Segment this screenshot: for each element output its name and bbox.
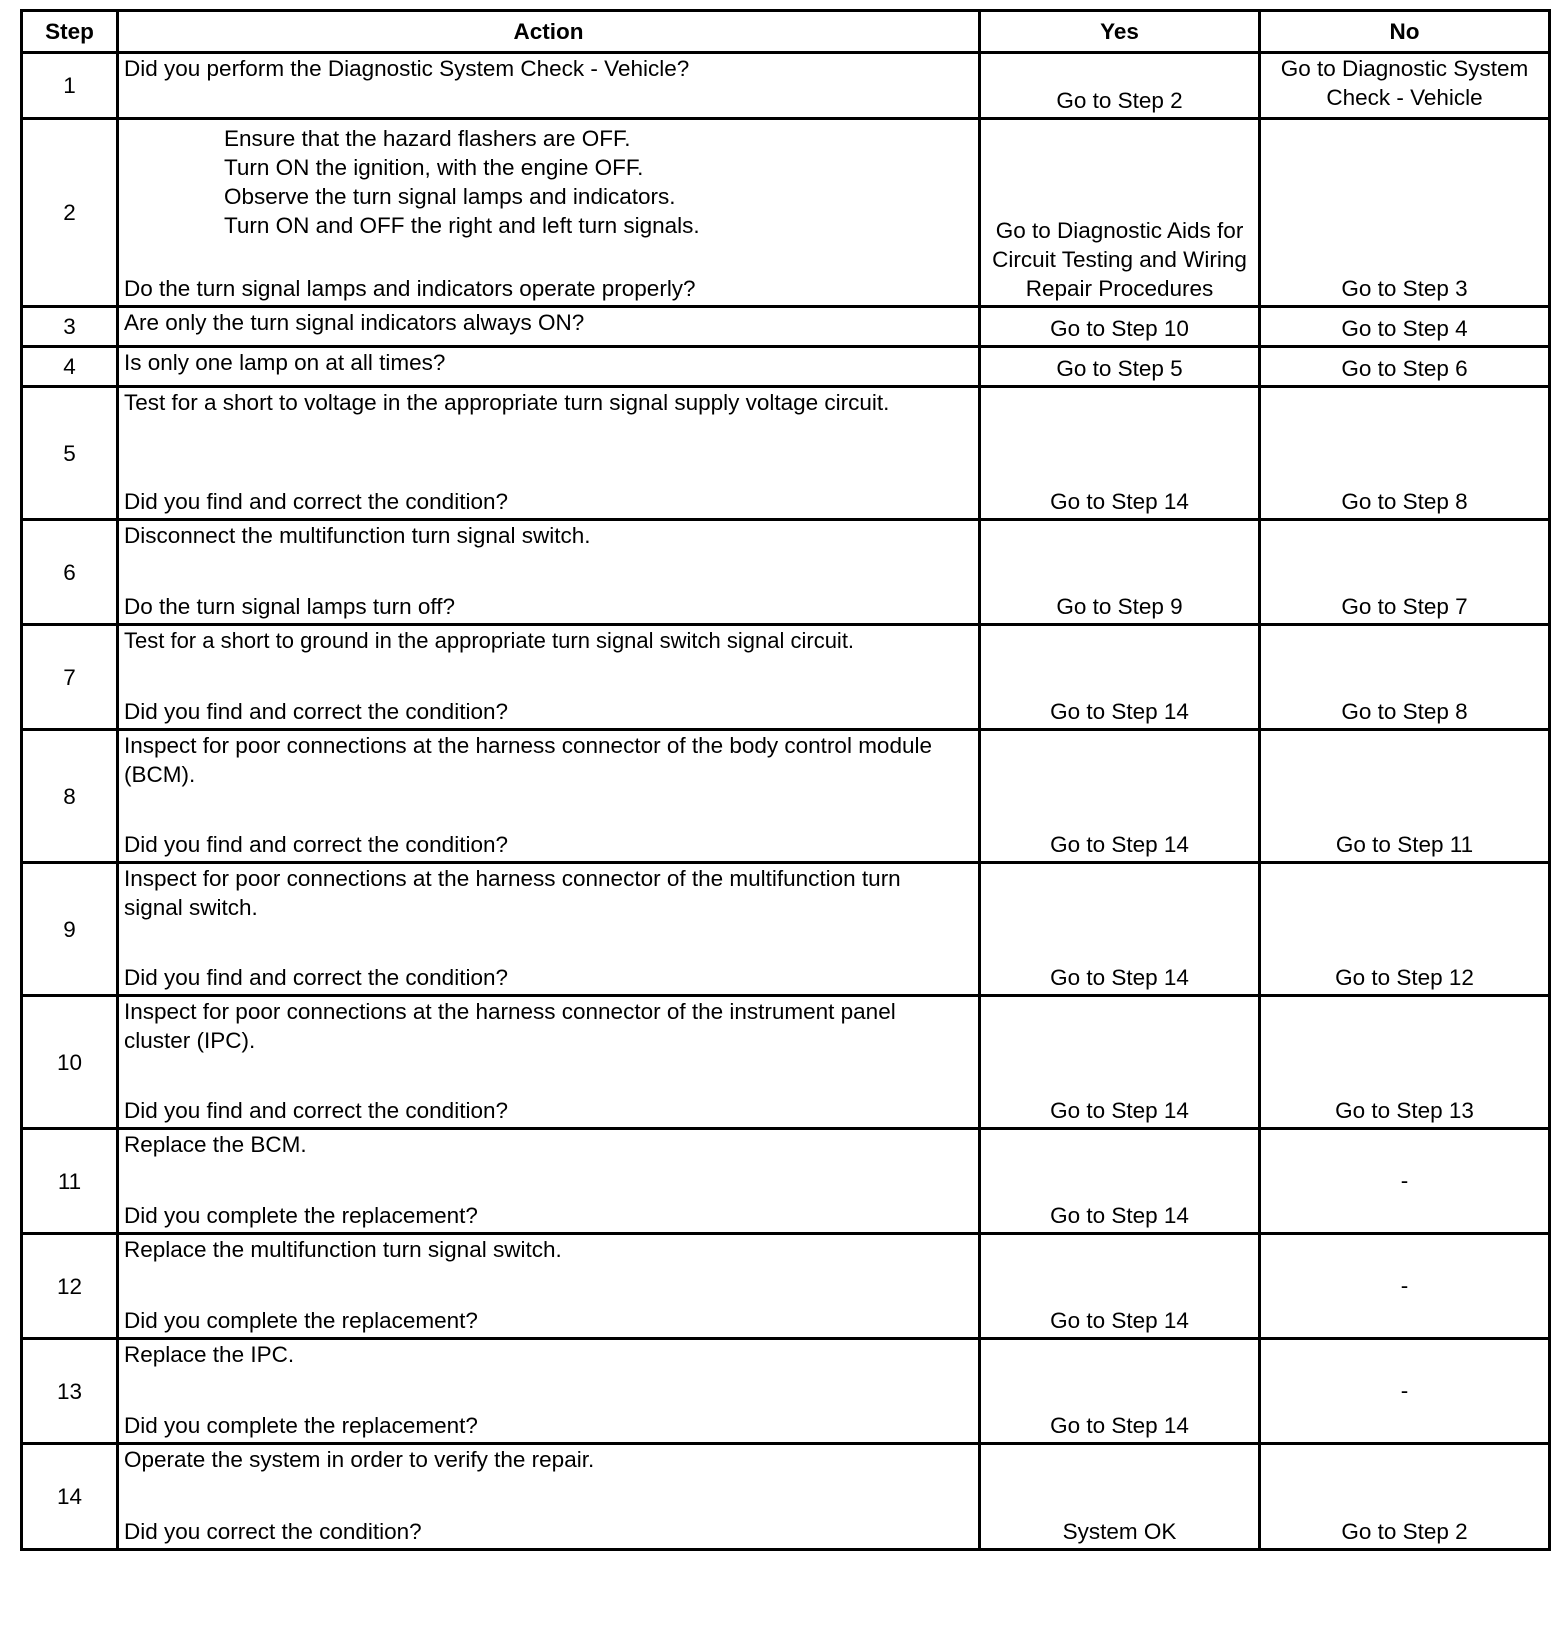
- action-text: Did you perform the Diagnostic System Check - Vehicle?: [124, 56, 690, 81]
- action-text: Replace the BCM.: [124, 1132, 307, 1157]
- yes-cell: Go to Step 14: [980, 387, 1260, 520]
- step-number: 11: [22, 1129, 118, 1234]
- yes-cell: Go to Diagnostic Aids for Circuit Testing and Wiring Repair Procedures: [980, 119, 1260, 307]
- step-number: 13: [22, 1339, 118, 1444]
- action-text: Inspect for poor connections at the harness connector of the multifunction turn signal switch.: [124, 866, 901, 920]
- step-number: 8: [22, 730, 118, 863]
- no-cell: Go to Step 8: [1260, 387, 1550, 520]
- no-cell: Go to Step 4: [1260, 307, 1550, 347]
- action-cell: [118, 1444, 980, 1550]
- table-row: [22, 53, 1550, 119]
- action-cell: [118, 863, 980, 996]
- no-cell: Go to Step 2: [1260, 1444, 1550, 1550]
- table-row: [22, 730, 1550, 863]
- yes-cell: Go to Step 14: [980, 625, 1260, 730]
- header-yes: Yes: [980, 11, 1260, 53]
- action-text: Test for a short to voltage in the appropriate turn signal supply voltage circuit.: [124, 390, 890, 415]
- action-cell: [118, 387, 980, 520]
- yes-cell: Go to Step 2: [980, 53, 1260, 119]
- table-row: [22, 996, 1550, 1129]
- yes-cell: Go to Step 14: [980, 730, 1260, 863]
- yes-cell: Go to Step 14: [980, 863, 1260, 996]
- action-question: Did you find and correct the condition?: [124, 832, 508, 857]
- action-question: Did you complete the replacement?: [124, 1413, 478, 1438]
- table-row: [22, 1129, 1550, 1234]
- action-step: Ensure that the hazard flashers are OFF.: [224, 126, 631, 151]
- table-row: [22, 307, 1550, 347]
- action-cell: [118, 1339, 980, 1444]
- table-row: [22, 387, 1550, 520]
- action-cell: [118, 520, 980, 625]
- action-text: Operate the system in order to verify the repair.: [124, 1447, 595, 1472]
- action-text: Replace the multifunction turn signal switch.: [124, 1237, 562, 1262]
- action-step: Turn ON the ignition, with the engine OFF.: [224, 155, 644, 180]
- step-number: 4: [22, 347, 118, 387]
- action-cell: [118, 996, 980, 1129]
- action-question: Did you find and correct the condition?: [124, 699, 508, 724]
- action-cell: [118, 307, 980, 347]
- action-text: Replace the IPC.: [124, 1342, 295, 1367]
- action-question: Did you correct the condition?: [124, 1519, 422, 1544]
- table-row: [22, 1234, 1550, 1339]
- step-number: 12: [22, 1234, 118, 1339]
- action-cell: [118, 1129, 980, 1234]
- table-row: [22, 1339, 1550, 1444]
- action-question: Did you complete the replacement?: [124, 1203, 478, 1228]
- table-row: [22, 625, 1550, 730]
- no-cell: Go to Step 11: [1260, 730, 1550, 863]
- no-cell: Go to Diagnostic System Check - Vehicle: [1260, 53, 1550, 119]
- action-question: Did you find and correct the condition?: [124, 489, 508, 514]
- step-number: 3: [22, 307, 118, 347]
- no-cell: Go to Step 8: [1260, 625, 1550, 730]
- action-text: Is only one lamp on at all times?: [124, 350, 446, 375]
- diagnostic-table: [20, 9, 1551, 1551]
- action-step: Turn ON and OFF the right and left turn signals.: [224, 213, 700, 238]
- no-cell: -: [1260, 1339, 1550, 1444]
- action-cell: [118, 347, 980, 387]
- table-row: [22, 863, 1550, 996]
- yes-cell: Go to Step 14: [980, 1129, 1260, 1234]
- no-cell: Go to Step 13: [1260, 996, 1550, 1129]
- table-row: [22, 347, 1550, 387]
- step-number: 7: [22, 625, 118, 730]
- yes-cell: Go to Step 14: [980, 1234, 1260, 1339]
- step-number: 6: [22, 520, 118, 625]
- action-steps-list: [124, 120, 973, 240]
- no-cell: -: [1260, 1129, 1550, 1234]
- action-cell: [118, 119, 980, 307]
- action-step: Observe the turn signal lamps and indicators.: [224, 184, 676, 209]
- action-question: Did you find and correct the condition?: [124, 1098, 508, 1123]
- no-cell: Go to Step 12: [1260, 863, 1550, 996]
- yes-cell: Go to Step 5: [980, 347, 1260, 387]
- yes-cell: Go to Step 9: [980, 520, 1260, 625]
- action-question: Do the turn signal lamps turn off?: [124, 594, 456, 619]
- step-number: 10: [22, 996, 118, 1129]
- action-question: Did you find and correct the condition?: [124, 965, 508, 990]
- step-number: 5: [22, 387, 118, 520]
- step-number: 14: [22, 1444, 118, 1550]
- action-question: Did you complete the replacement?: [124, 1308, 478, 1333]
- no-cell: Go to Step 3: [1260, 119, 1550, 307]
- header-step: Step: [22, 11, 118, 53]
- yes-cell: Go to Step 10: [980, 307, 1260, 347]
- action-question: Do the turn signal lamps and indicators operate properly?: [124, 276, 696, 301]
- header-action: Action: [118, 11, 980, 53]
- table-row: [22, 1444, 1550, 1550]
- no-cell: Go to Step 6: [1260, 347, 1550, 387]
- action-cell: [118, 625, 980, 730]
- action-cell: [118, 53, 980, 119]
- table-row: [22, 520, 1550, 625]
- yes-cell: Go to Step 14: [980, 996, 1260, 1129]
- action-text: Inspect for poor connections at the harness connector of the body control module (BCM).: [124, 733, 932, 787]
- header-row: [22, 11, 1550, 53]
- action-cell: [118, 730, 980, 863]
- table-row: [22, 119, 1550, 307]
- step-number: 9: [22, 863, 118, 996]
- step-number: 2: [22, 119, 118, 307]
- yes-cell: System OK: [980, 1444, 1260, 1550]
- step-number: 1: [22, 53, 118, 119]
- action-text: Disconnect the multifunction turn signal switch.: [124, 523, 591, 548]
- yes-cell: Go to Step 14: [980, 1339, 1260, 1444]
- action-cell: [118, 1234, 980, 1339]
- action-text: Test for a short to ground in the appropriate turn signal switch signal circuit.: [124, 628, 855, 653]
- header-no: No: [1260, 11, 1550, 53]
- action-text: Inspect for poor connections at the harness connector of the instrument panel cluster (IPC).: [124, 999, 896, 1053]
- no-cell: -: [1260, 1234, 1550, 1339]
- action-text: Are only the turn signal indicators always ON?: [124, 310, 585, 335]
- no-cell: Go to Step 7: [1260, 520, 1550, 625]
